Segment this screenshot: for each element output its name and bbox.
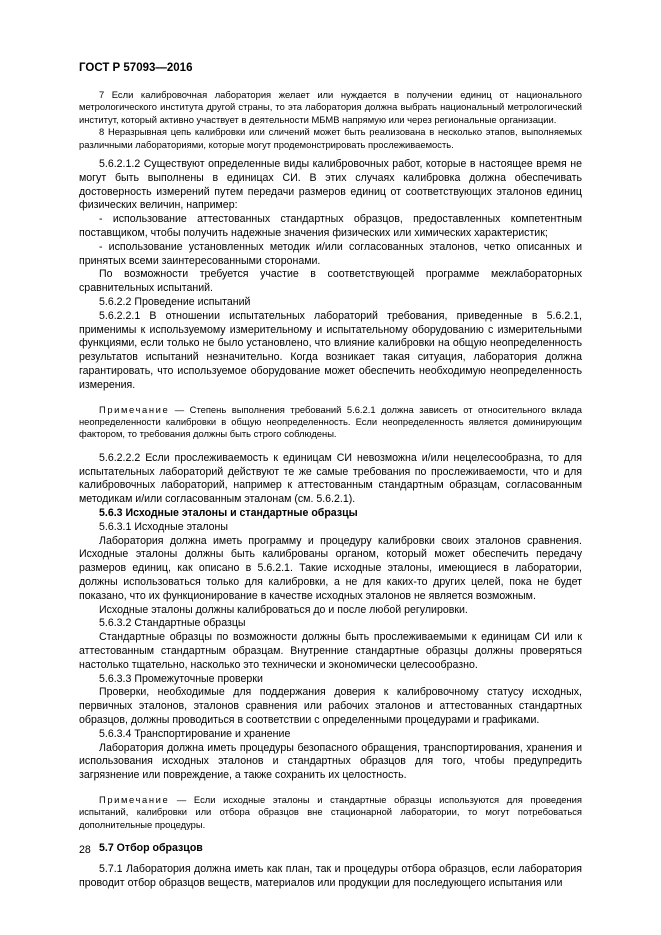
note-text: — Если исходные эталоны и стандартные образцы используются для проведения испытаний, калибровки или отбора образцов вне стационарной лаборатории, то могут потребоваться дополнительные процедуры. (79, 793, 582, 830)
note-label: Примечание (99, 403, 170, 415)
document-header: ГОСТ Р 57093—2016 (79, 62, 193, 74)
note-label: Примечание (99, 793, 170, 805)
paragraph-5-6-2-2-1: 5.6.2.2.1 В отношении испытательных лабораторий требования, приведенные в 5.6.2.1, применимы к используемому измерительному и испытательному оборудованию с измерительными функциями, если только не было установлено, что влияние калибровки на общую неопределенность результатов испытаний незначительно. Когда возникает такая ситуация, лаборатория должна гарантировать, что используемое оборудование может обеспечить необходимую неопределенность измерения. (79, 309, 582, 391)
paragraph-5-6-3-3: Проверки, необходимые для поддержания доверия к калибровочному статусу исходных, первичных эталонов, эталонов сравнения или рабочих эталонов и аттестованных стандартных образцов, должны проводиться в соответствии с определенными процедурами и графиками. (79, 686, 582, 726)
heading-5-6-3: 5.6.3 Исходные эталоны и стандартные образцы (99, 506, 358, 519)
paragraph-5-7-1: 5.7.1 Лаборатория должна иметь как план, так и процедуры отбора образцов, если лаборатория проводит отбор образцов веществ, материалов или продукции для последующего испытания или (79, 862, 582, 889)
heading-5-6-3-4: 5.6.3.4 Транспортирование и хранение (99, 727, 291, 740)
heading-5-6-3-2: 5.6.3.2 Стандартные образцы (99, 617, 246, 630)
page-number: 28 (79, 844, 91, 856)
paragraph-5-6-2-1-2: 5.6.2.1.2 Существуют определенные виды калибровочных работ, которые в настоящее время не могут быть выполнены в единицах СИ. В этих случаях калибровка должна обеспечивать достоверность измерений путем передачи размеров единиц от соответствующих эталонов единиц физических величин, например: (79, 158, 582, 212)
heading-5-6-2-2: 5.6.2.2 Проведение испытаний (99, 296, 251, 308)
paragraph-5-6-3-4: Лаборатория должна иметь процедуры безопасного обращения, транспортирования, хранения и использования исходных эталонов и стандартных образцов для того, чтобы предупредить загрязнение или повреждение, а также сохранить их целостность. (79, 741, 582, 782)
note-8: 8 Неразрывная цепь калибровки или сличений может быть реализована в несколько этапов, выполняемых различными лабораториями, которые могут продемонстрировать прослеживаемость. (79, 126, 582, 150)
heading-5-7: 5.7 Отбор образцов (99, 842, 203, 855)
note-text: — Степень выполнения требований 5.6.2.1 должна зависеть от относительного вклада неопределенности калибровки в общую неопределенность. Если неопределенность является доминирующим фактором, то требования должны быть строго соблюдены. (79, 403, 582, 440)
list-item: - использование аттестованных стандартных образцов, предоставленных компетентным поставщиком, чтобы получить надежные значения физических или химических характеристик; (79, 213, 582, 240)
heading-5-6-3-3: 5.6.3.3 Промежуточные проверки (99, 672, 263, 685)
paragraph-interlab: По возможности требуется участие в соответствующей программе межлабораторных сравнительных испытаний. (79, 268, 582, 295)
note-7: 7 Если калибровочная лаборатория желает или нуждается в получении единиц от национального метрологического института другой страны, то эта лаборатория должна выбрать национальный метрологический институт, который активно участвует в деятельности МБМВ напрямую или через региональные организации. (79, 89, 582, 125)
heading-5-6-3-1: 5.6.3.1 Исходные эталоны (99, 520, 229, 533)
note-2 (79, 794, 582, 831)
paragraph-5-6-2-2-2: 5.6.2.2.2 Если прослеживаемость к единицам СИ невозможна и/или нецелесообразна, то для испытательных лабораторий действуют те же самые требования по прослеживаемости, что и для калибровочных лабораторий, например к аттестованным стандартным образцам, согласованным методикам и/или согласованным эталонам (см. 5.6.2.1). (79, 451, 582, 506)
note-1 (79, 404, 582, 441)
paragraph-5-6-3-2: Стандартные образцы по возможности должны быть прослеживаемыми к единицам СИ или к аттестованным стандартным образцам. Внутренние стандартные образцы должны проверяться настолько тщательно, насколько это технически и экономически целесообразно. (79, 631, 582, 671)
list-item: - использование установленных методик и/или согласованных эталонов, четко описанных и принятых всеми заинтересованными сторонами. (79, 240, 582, 267)
paragraph-5-6-3-1: Лаборатория должна иметь программу и процедуру калибровки своих эталонов сравнения. Исходные эталоны должны быть калиброваны органом, который может обеспечить передачу размеров единиц, как описано в 5.6.2.1. Такие исходные эталоны, имеющиеся в лаборатории, должны использоваться только для калибровки, а не для каких-то других целей, пока не будет показано, что их функционирование в качестве исходных эталонов не является возможным. (79, 534, 582, 602)
page-content (79, 89, 582, 891)
paragraph-5-6-3-1b: Исходные эталоны должны калиброваться до и после любой регулировки. (99, 603, 468, 616)
